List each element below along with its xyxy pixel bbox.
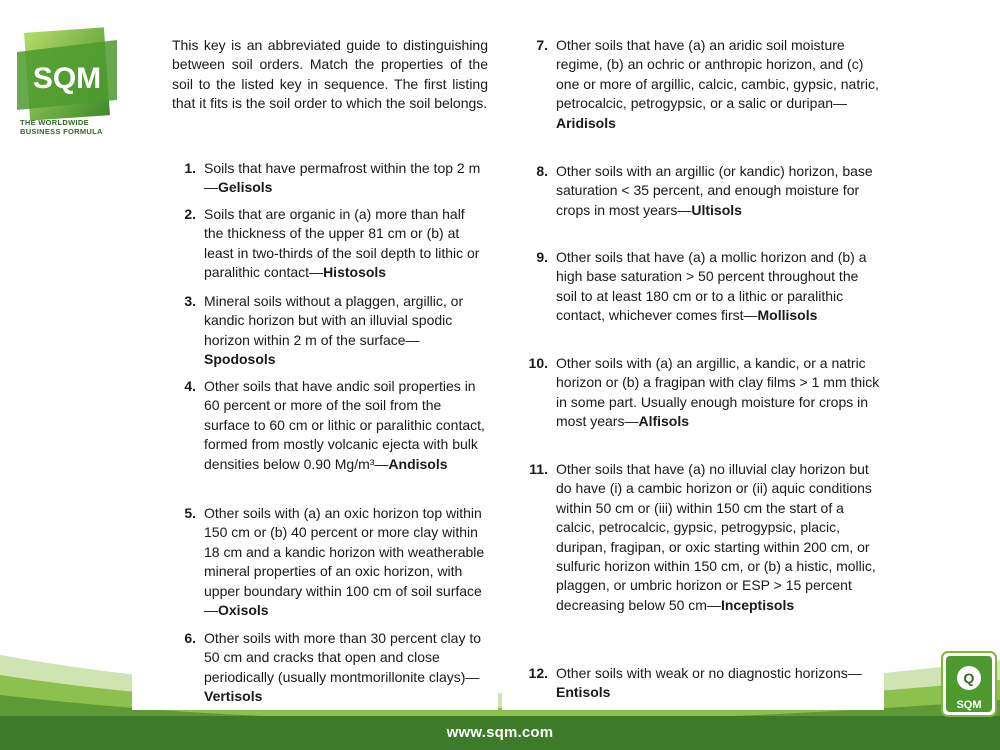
key-item-6: 6. Other soils with more than 30 percent clay to 50 cm and cracks that open and close periodically (usually montmorillonite clays)—Vertisols <box>184 630 482 705</box>
svg-text:Q: Q <box>963 670 975 686</box>
key-item-9: 9. Other soils that have (a) a mollic horizon and (b) a high base saturation > 50 percent throughout the soil to at least 180 cm or to a lithic or paralithic contact, whichever comes first—Mollisols <box>536 249 867 324</box>
key-item-1: 1. Soils that have permafrost within the top 2 m—Gelisols <box>184 160 481 196</box>
left-column <box>132 30 498 710</box>
key-item-2: 2. Soils that are organic in (a) more than half the thickness of the upper 81 cm or (b) at least in two-thirds of the soil depth to lithic or paralithic contact—Histosols <box>184 206 480 281</box>
footer-url[interactable]: www.sqm.com <box>446 724 554 741</box>
sqm-badge <box>940 650 998 718</box>
intro-paragraph: This key is an abbreviated guide to distinguishing between soil orders. Match the properties of the soil to the listed key in sequence. The first listing that it fits is the soil order to which the soil belongs. <box>172 37 488 112</box>
logo-tagline: THE WORLDWIDE BUSINESS FORMULA <box>20 118 103 136</box>
key-item-7: 7. Other soils that have (a) an aridic soil moisture regime, (b) an ochric or anthropic horizon, and (c) one or more of argillic, calcic, cambic, gypsic, natric, petrocalcic, petrogypsic, or a salic or duripan—Aridisols <box>536 37 879 131</box>
key-item-5: 5. Other soils with (a) an oxic horizon top within 150 cm or (b) 40 percent or more clay within 18 cm and a kandic horizon with weatherable mineral properties of an oxic horizon, with upper boundary within 100 cm of soil surface—Oxisols <box>184 505 485 619</box>
key-item-10: 10. Other soils with (a) an argillic, a kandic, or a natric horizon or (b) a fragipan with clay films > 1 mm thick in some part. Usually enough moisture for crops in most years—Alfisols <box>528 355 880 430</box>
right-column <box>502 32 884 710</box>
key-item-4: 4. Other soils that have andic soil properties in 60 percent or more of the soil from the surface to 60 cm or lithic or paralithic contact, formed from mostly volcanic ejecta with bulk densities below 0.90 Mg/m³—Andisols <box>184 378 485 472</box>
key-item-12: 12. Other soils with weak or no diagnostic horizons—Entisols <box>528 665 862 701</box>
svg-text:SQM: SQM <box>956 699 982 711</box>
key-item-11: 11. Other soils that have (a) no illuvial clay horizon but do have (i) a cambic horizon or (ii) aquic conditions within 50 cm or (iii) within 150 cm the start of a calcic, petrocalcic, gypsic, petrogypsic, placic, duripan, fragipan, or oxic starting within 200 cm, or sulfuric horizon within 150 cm, or (b) a histic, mollic, plaggen, or umbric horizon or ESP > 15 percent decreasing below 50 cm—Inceptisols <box>529 461 876 613</box>
key-item-3: 3. Mineral soils without a plaggen, argillic, or kandic horizon but with an illuvial spodic horizon within 2 m of the surface—Spodosols <box>184 293 464 368</box>
key-item-8: 8. Other soils with an argillic (or kandic) horizon, base saturation < 35 percent, and enough moisture for crops in most years—Ultisols <box>536 163 873 218</box>
svg-text:SQM: SQM <box>32 62 102 95</box>
sqm-logo <box>12 22 122 162</box>
